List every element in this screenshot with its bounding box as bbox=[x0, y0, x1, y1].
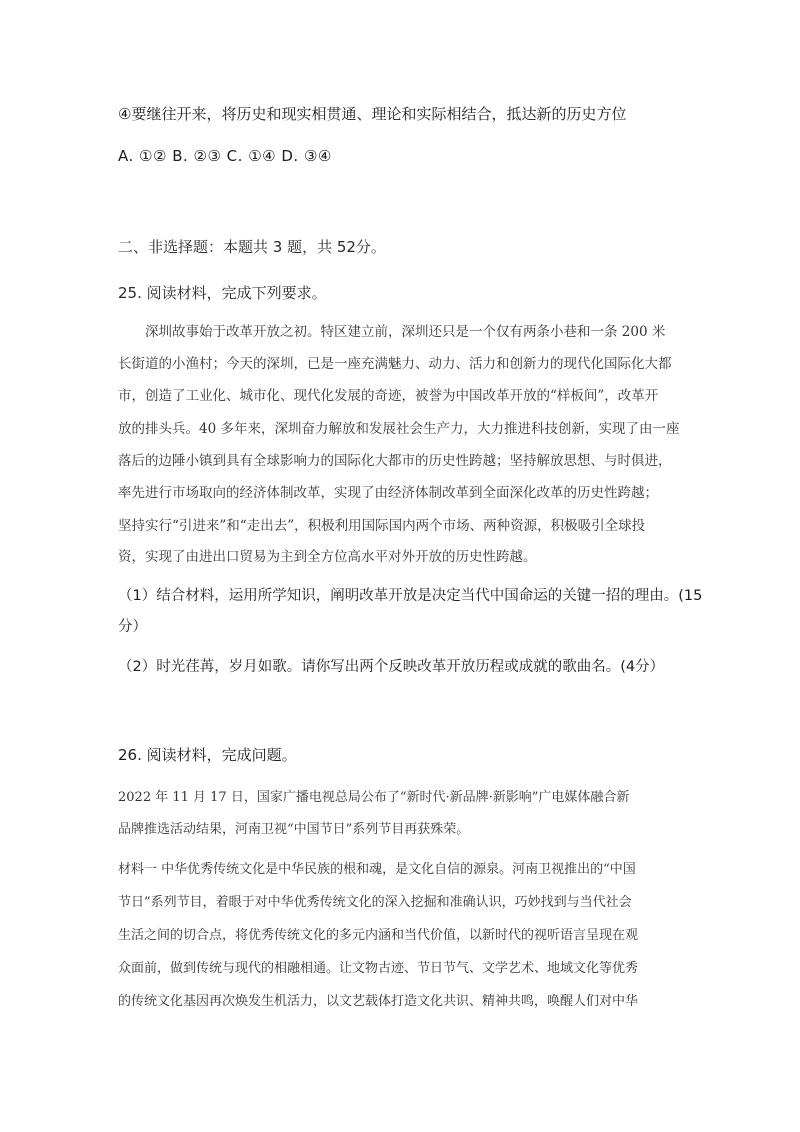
q25-material-line: 坚持实行“引进来”和“走出去”，积极利用国际国内两个市场、两种资源，积极吸引全球投 bbox=[118, 518, 646, 534]
q25-material-line: 落后的边陲小镇到具有全球影响力的国际化大都市的历史性跨越；坚持解放思想、与时俱进， bbox=[118, 453, 672, 469]
q26-intro-line: 品牌推选活动结果，河南卫视“中国节日”系列节目再获殊荣。 bbox=[118, 822, 470, 837]
q25-material-line: 资，实现了由进出口贸易为主到全方位高水平对外开放的历史性跨越。 bbox=[118, 549, 537, 565]
q26-intro-line: 2022 年 11 月 17 日，国家广播电视总局公布了“新时代·新品牌·新影响”广电媒体融合新 bbox=[118, 790, 630, 805]
q24-statement-4: ④要继往开来，将历史和现实相贯通、理论和实际相结合，抵达新的历史方位 bbox=[118, 105, 627, 123]
q25-material-line: 深圳故事始于改革开放之初。特区建立前，深圳还只是一个仅有两条小巷和一条 200 米 bbox=[145, 324, 666, 340]
q25-material-line: 市，创造了工业化、城市化、现代化发展的奇迹，被誉为中国改革开放的“样板间”，改革开 bbox=[118, 388, 659, 404]
q25-subquestion-1: （1）结合材料，运用所学知识，阐明改革开放是决定当代中国命运的关键一招的理由。(15 bbox=[118, 588, 703, 604]
section-heading: 二、非选择题：本题共 3 题，共 52分。 bbox=[118, 238, 386, 256]
q26-material-line: 众面前，做到传统与现代的相融相通。让文物古迹、节日节气、文学艺术、地域文化等优秀 bbox=[118, 961, 639, 976]
q25-prompt: 25. 阅读材料，完成下列要求。 bbox=[118, 284, 327, 302]
q26-material-line: 生活之间的切合点，将优秀传统文化的多元内涵和当代价值，以新时代的视听语言呈现在观 bbox=[118, 928, 639, 943]
q25-material-line: 长街道的小渔村；今天的深圳，已是一座充满魅力、动力、活力和创新力的现代化国际化大都 bbox=[118, 356, 672, 372]
q25-material-line: 放的排头兵。40 多年来，深圳奋力解放和发展社会生产力，大力推进科技创新，实现了由一座 bbox=[118, 421, 680, 437]
q25-subquestion-2: （2）时光荏苒，岁月如歌。请你写出两个反映改革开放历程或成就的歌曲名。(4分） bbox=[118, 659, 665, 675]
q26-material-line: 材料一 中华优秀传统文化是中华民族的根和魂，是文化自信的源泉。河南卫视推出的“中国 bbox=[118, 862, 636, 877]
q26-material-line: 的传统文化基因再次焕发生机活力，以文艺载体打造文化共识、精神共鸣，唤醒人们对中华 bbox=[118, 994, 639, 1009]
q26-prompt: 26. 阅读材料，完成问题。 bbox=[118, 746, 297, 764]
q25-subquestion-1-cont: 分） bbox=[118, 619, 147, 635]
q26-material-line: 节日”系列节目，着眼于对中华优秀传统文化的深入挖掘和准确认识，巧妙找到与当代社会 bbox=[118, 895, 632, 910]
q24-options: A. ①② B. ②③ C. ①④ D. ③④ bbox=[118, 147, 332, 165]
q25-material-line: 率先进行市场取向的经济体制改革，实现了由经济体制改革到全面深化改革的历史性跨越； bbox=[118, 485, 658, 501]
